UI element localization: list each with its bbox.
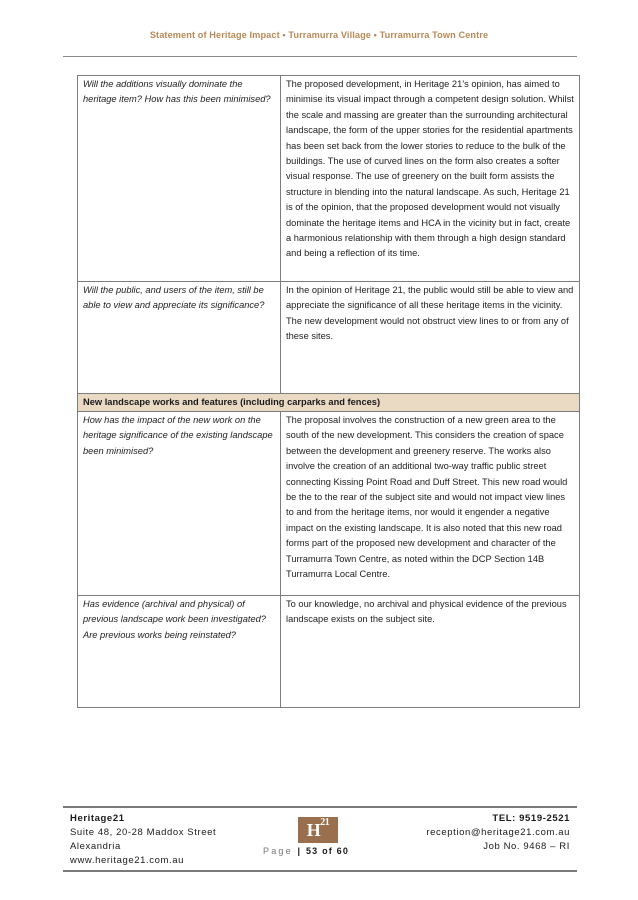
- footer-divider-bottom: [63, 870, 577, 872]
- answer-cell: In the opinion of Heritage 21, the public would still be able to view and appreciate the significance of all these heritage items in the vicinity. The new development would not obstruct view lines to or from any of these sites.: [281, 282, 580, 394]
- section-heading: New landscape works and features (including carparks and fences): [78, 394, 580, 412]
- answer-cell: To our knowledge, no archival and physical evidence of the previous landscape exists on the subject site.: [281, 596, 580, 708]
- company-name: Heritage21: [70, 813, 125, 824]
- heritage-impact-table: [77, 75, 580, 708]
- page-number: [263, 846, 349, 856]
- table-row: [78, 412, 580, 596]
- telephone: TEL: 9519-2521: [492, 813, 570, 824]
- question-cell: How has the impact of the new work on the heritage significance of the existing landscape been minimised?: [78, 412, 281, 596]
- footer-contact-right: [426, 812, 570, 854]
- table-row: [78, 596, 580, 708]
- answer-cell: The proposal involves the construction of a new green area to the south of the new development. This considers the creation of space between the development and greenery reserve. The works also involve the creation of an additional two-way traffic public street connecting Kissing Point Road and Duff Street. This new road would be the to the rear of the subject site and would not impact view lines to and from the heritage items, nor would it engender a negative impact on the existing landscape. It is also noted that this new road forms part of the proposed new development and character of the Turramurra Town Centre, as noted within the DCP Section 14B Turramurra Local Centre.: [281, 412, 580, 596]
- footer-divider-top: [63, 806, 577, 808]
- header-divider: [63, 56, 577, 57]
- page-label: Page: [263, 846, 293, 856]
- address-line: Suite 48, 20-28 Maddox Street: [70, 827, 217, 838]
- question-cell: Has evidence (archival and physical) of previous landscape work been investigated? Are previous works being reinstated?: [78, 596, 281, 708]
- address-suburb: Alexandria: [70, 841, 121, 852]
- footer-contact-left: [70, 812, 216, 868]
- table-row: [78, 76, 580, 282]
- logo-letter: H: [306, 820, 321, 840]
- heritage21-logo: [298, 817, 338, 843]
- logo-number: 21: [320, 817, 330, 828]
- job-number: Job No. 9468 – RI: [483, 841, 570, 852]
- page-separator: |: [297, 846, 302, 856]
- email-link[interactable]: reception@heritage21.com.au: [426, 827, 570, 838]
- section-heading-row: [78, 394, 580, 412]
- question-cell: Will the additions visually dominate the heritage item? How has this been minimised?: [78, 76, 281, 282]
- answer-cell: The proposed development, in Heritage 21’s opinion, has aimed to minimise its visual impact through a competent design solution. Whilst the scale and massing are greater than the surrounding architectural landscape, the form of the upper stories for the residential apartments has been set back from the lower stories to reduce to the bulk of the buildings. The use of curved lines on the form also creates a softer visual response. The use of greenery on the built form assists the structure in blending into the natural landscape. As such, Heritage 21 is of the opinion, that the proposed development would not visually dominate the heritage items and HCA in the vicinity but in fact, create a harmonious relationship with them through a high design standard and being a reflection of its time.: [281, 76, 580, 282]
- question-cell: Will the public, and users of the item, still be able to view and appreciate its significance?: [78, 282, 281, 394]
- table-row: [78, 282, 580, 394]
- website-link[interactable]: www.heritage21.com.au: [70, 855, 184, 866]
- running-header: Statement of Heritage Impact • Turramurra Village • Turramurra Town Centre: [149, 30, 489, 40]
- page-value: 53 of 60: [305, 846, 350, 856]
